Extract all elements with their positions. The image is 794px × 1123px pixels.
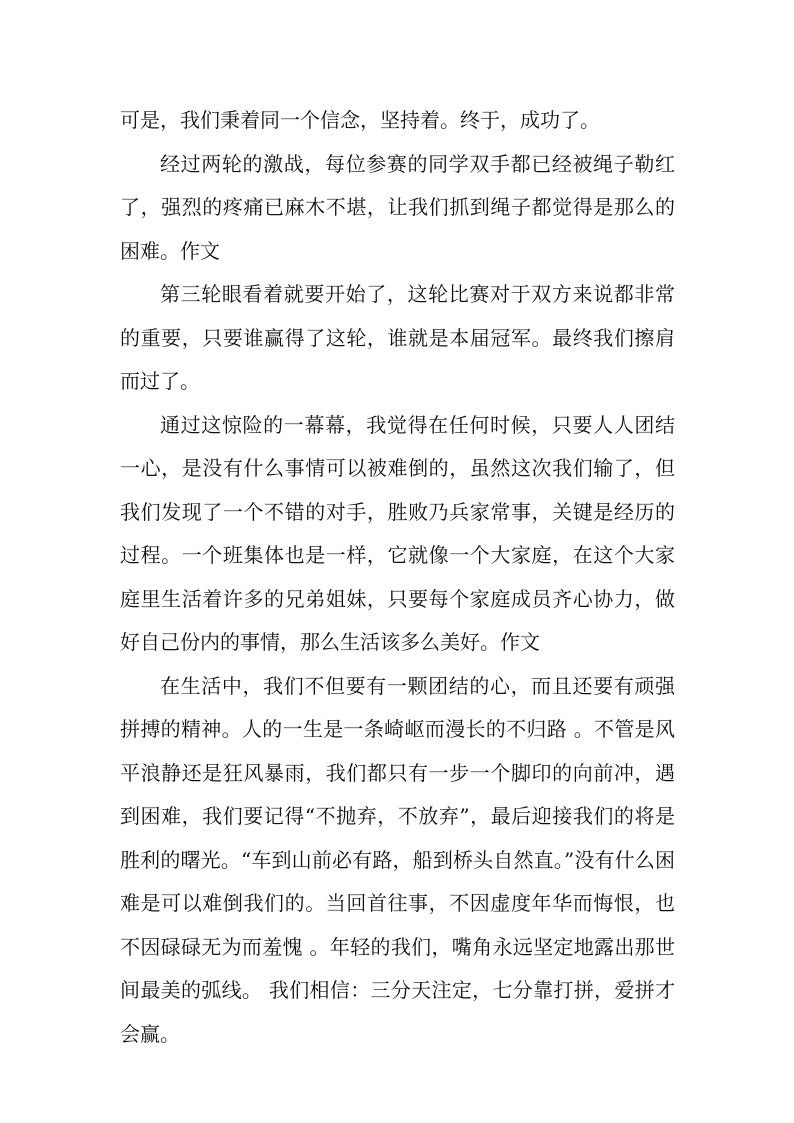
paragraph-3: 第三轮眼看着就要开始了，这轮比赛对于双方来说都非常的重要，只要谁赢得了这轮，谁就是本届冠军。最终我们擦肩而过了。 (120, 282, 675, 393)
paragraph-5: 在生活中，我们不但要有一颗团结的心，而且还要有顽强拼搏的精神。人的一生是一条崎岖而漫长的不归路 。不管是风平浪静还是狂风暴雨，我们都只有一步一个脚印的向前冲，遇到困难，我们要记得“不抛弃，不放弃”，最后迎接我们的将是胜利的曙光。“车到山前必有路，船到桥头自然直。”没有什么困难是可以难倒我们的。当回首往事，不因虚度年华而悔恨，也不因碌碌无为而羞愧 。年轻的我们，嘴角永远坚定地露出那世间最美的弧线。 我们相信：三分天注定，七分靠打拼，爱拼才会赢。 (120, 673, 675, 1046)
paragraph-4: 通过这惊险的一幕幕，我觉得在任何时候，只要人人团结一心，是没有什么事情可以被难倒的，虽然这次我们输了，但我们发现了一个不错的对手，胜败乃兵家常事，关键是经历的过程。一个班集体也是一样，它就像一个大家庭，在这个大家庭里生活着许多的兄弟姐妹，只要每个家庭成员齐心协力，做好自己份内的事情，那么生活该多么美好。作文 (120, 412, 675, 654)
paragraph-2: 经过两轮的激战，每位参赛的同学双手都已经被绳子勒红了，强烈的疼痛已麻木不堪，让我们抓到绳子都觉得是那么的困难。作文 (120, 151, 675, 263)
paragraph-1: 可是，我们秉着同一个信念，坚持着。终于，成功了。 (120, 108, 600, 132)
body-text (120, 99, 675, 1056)
